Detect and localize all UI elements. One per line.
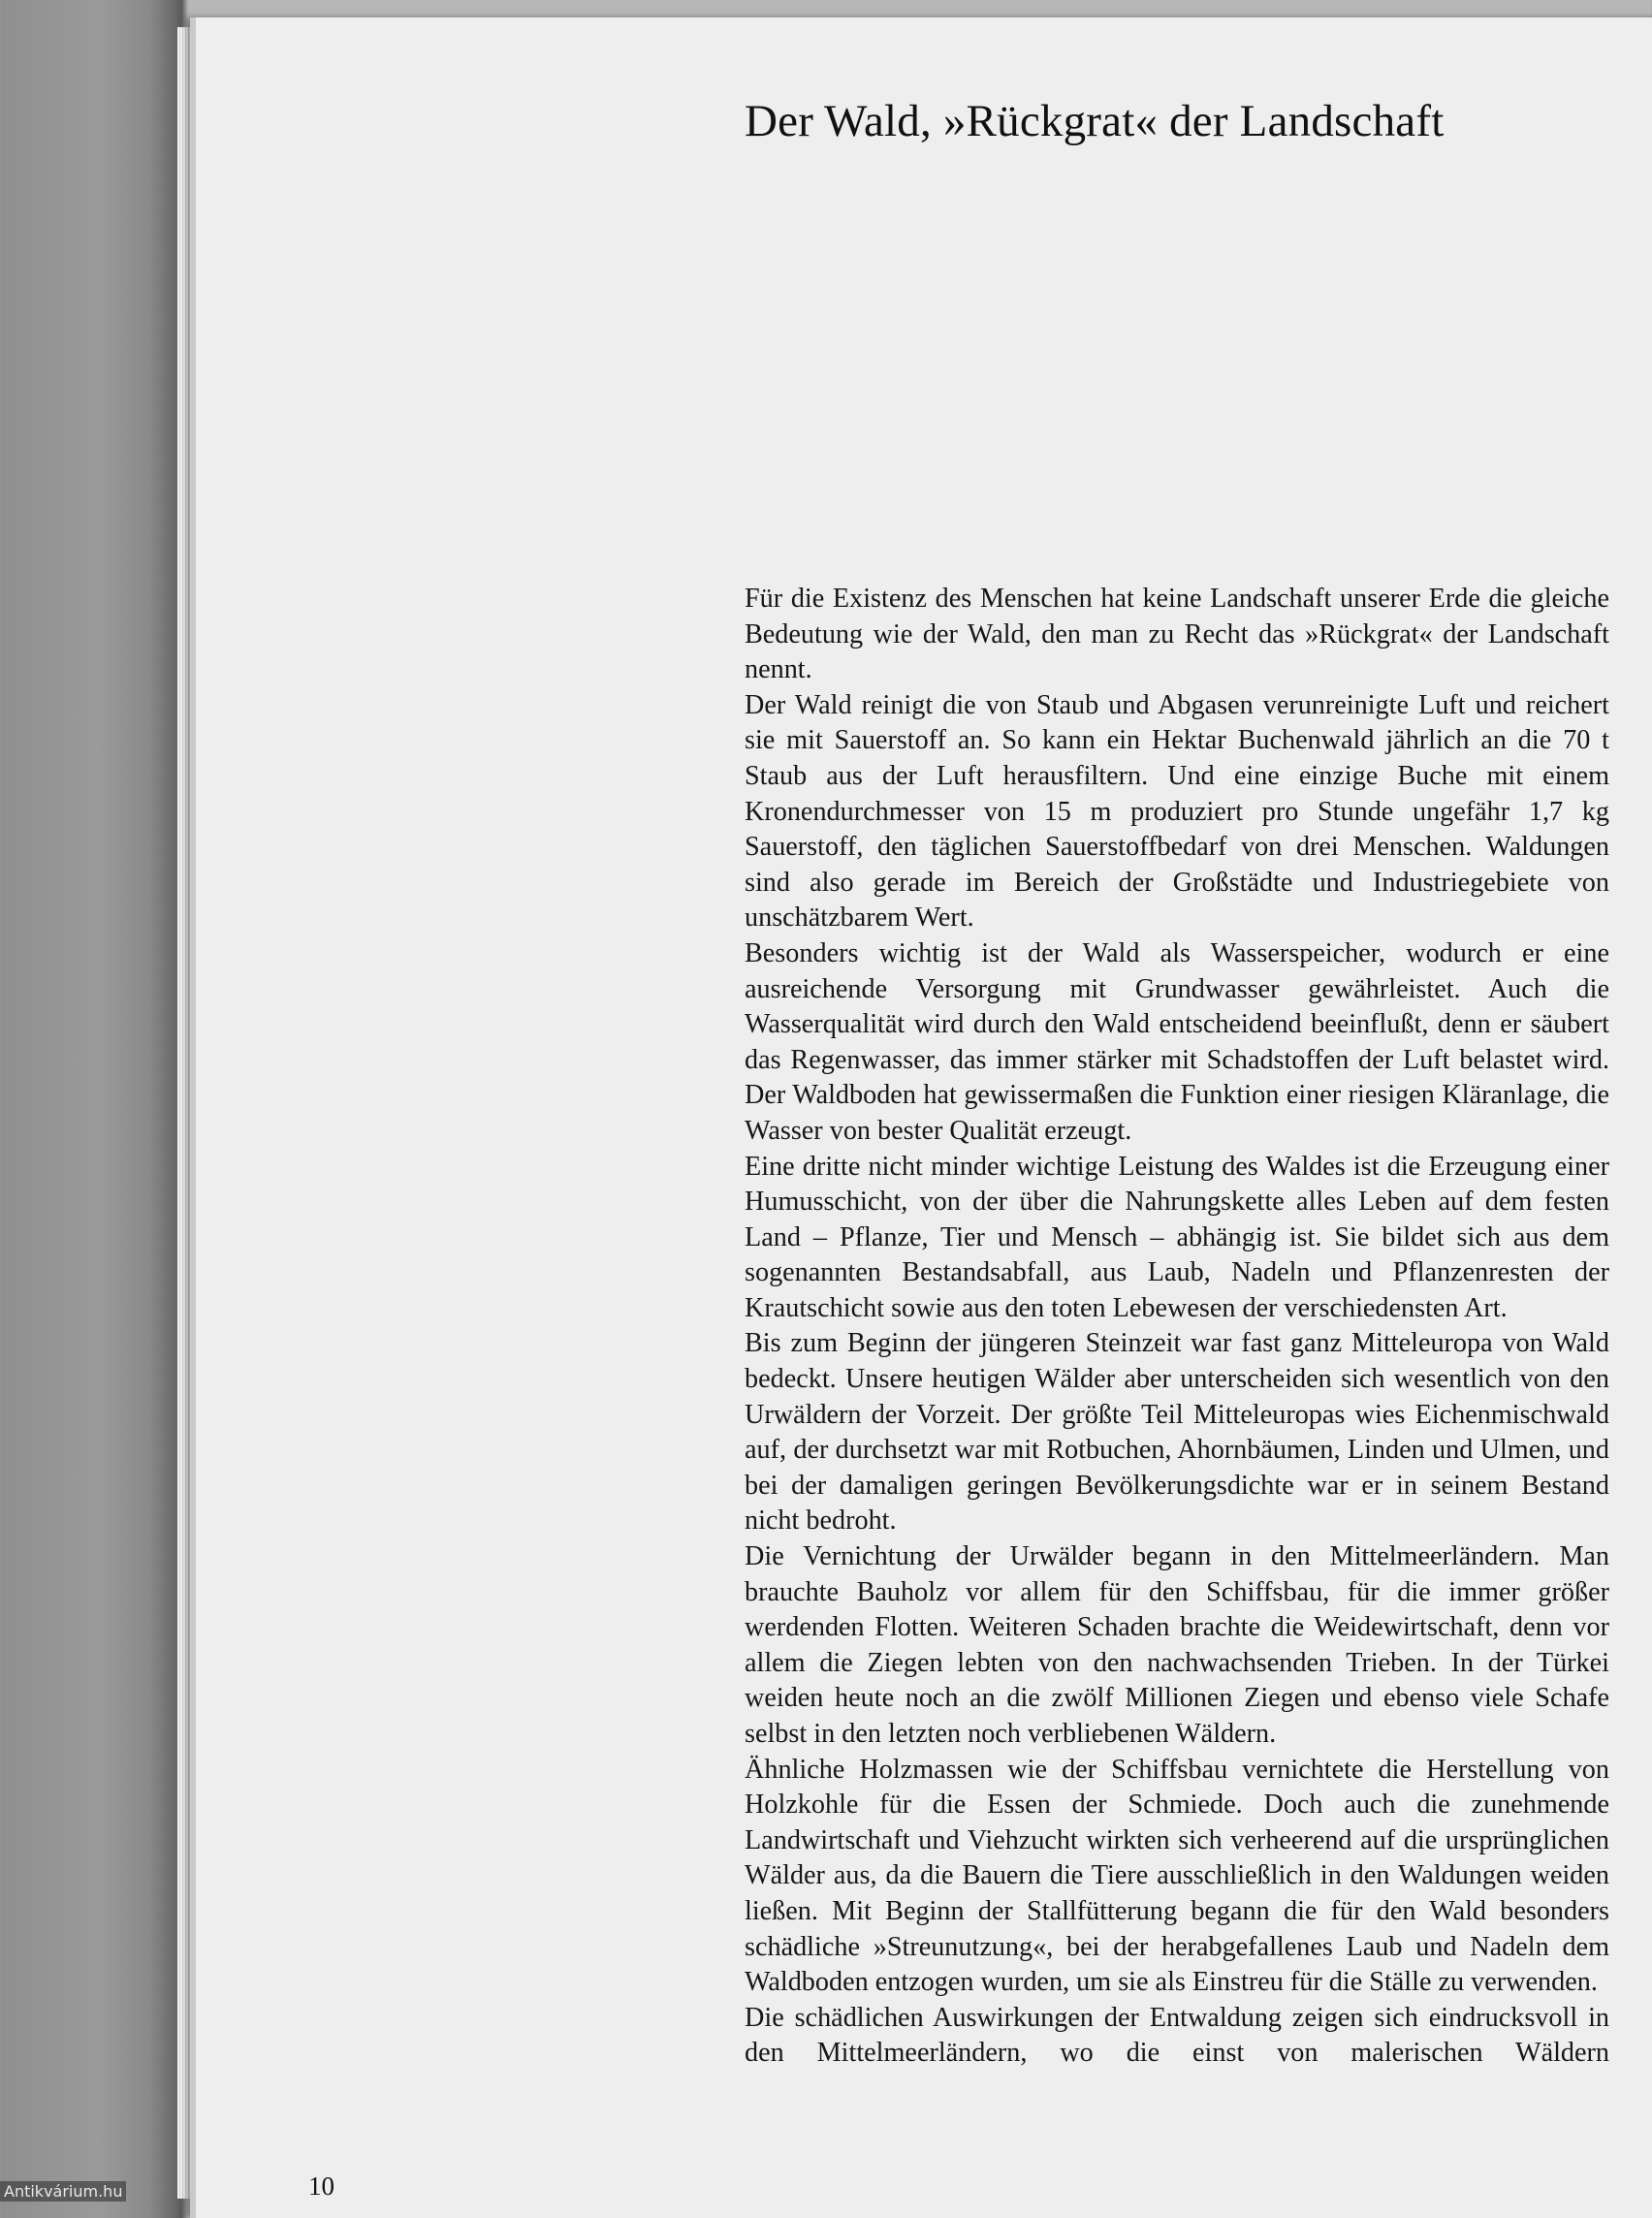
paragraph: Für die Existenz des Menschen hat keine Landschaft unserer Erde die gleiche Bedeutung wie der Wald, den man zu Recht das »Rückgrat« der Landschaft nennt. (745, 584, 1609, 685)
watermark: Antikvárium.hu (0, 2181, 126, 2202)
paragraph: Bis zum Beginn der jüngeren Steinzeit war fast ganz Mitteleuropa von Wald bedeckt. Unsere heutigen Wälder aber unterscheiden sich wesentlich von den Urwäldern der Vorzeit. Der größte Teil Mitteleuropas wies Eichenmischwald auf, der durchsetzt war mit Rotbuchen, Ahornbäumen, Linden und Ulmen, und bei der damaligen geringen Bevölkerungsdichte war er in seinem Bestand nicht bedroht. (745, 1328, 1609, 1537)
page-title: Der Wald, »Rückgrat« der Landschaft (745, 96, 1445, 146)
paragraph: Die schädlichen Auswirkungen der Entwaldung zeigen sich eindrucksvoll in den Mittelmeerländern, wo die einst von malerischen Wäldern (745, 2002, 1609, 2069)
paragraph: Eine dritte nicht minder wichtige Leistung des Waldes ist die Erzeugung einer Humusschicht, von der über die Nahrungskette alles Leben auf dem festen Land – Pflanze, Tier und Mensch – abhängig ist. Sie bildet sich aus dem sogenannten Bestandsabfall, aus Laub, Nadeln und Pflanzenresten der Krautschicht sowie aus den toten Lebewesen der verschiedensten Art. (745, 1151, 1609, 1323)
paragraph: Besonders wichtig ist der Wald als Wasserspeicher, wodurch er eine ausreichende Versorgung mit Grundwasser gewährleistet. Auch die Wasserqualität wird durch den Wald entscheidend beeinflußt, denn er säubert das Regenwasser, das immer stärker mit Schadstoffen der Luft belastet wird. Der Waldboden hat gewissermaßen die Funktion einer riesigen Kläranlage, die Wasser von bester Qualität erzeugt. (745, 937, 1609, 1146)
page-edge (177, 27, 191, 2199)
page-number: 10 (308, 2171, 334, 2201)
paragraph: Ähnliche Holzmassen wie der Schiffsbau vernichtete die Herstellung von Holzkohle für die Essen der Schmiede. Doch auch die zunehmende Landwirtschaft und Viehzucht wirkten sich verheerend auf die ursprünglichen Wälder aus, da die Bauern die Tiere ausschließlich in den Waldungen weiden ließen. Mit Beginn der Stallfütterung begann die für den Wald besonders schädliche »Streunutzung«, bei der herabgefallenes Laub und Nadeln dem Waldboden entzogen wurden, um sie als Einstreu für die Ställe zu verwenden. (745, 1754, 1609, 1998)
paragraph: Der Wald reinigt die von Staub und Abgasen verunreinigte Luft und reichert sie mit Sauerstoff an. So kann ein Hektar Buchenwald jährlich an die 70 t Staub aus der Luft herausfiltern. Und eine einzige Buche mit einem Kronendurchmesser von 15 m produziert pro Stunde ungefähr 1,7 kg Sauerstoff, den täglichen Sauerstoffbedarf von drei Menschen. Waldungen sind also gerade im Bereich der Großstädte und Industriegebiete von unschätzbarem Wert. (745, 689, 1609, 934)
paragraph: Die Vernichtung der Urwälder begann in den Mittelmeerländern. Man brauchte Bauholz vor allem für den Schiffsbau, für die immer größer werdenden Flotten. Weiteren Schaden brachte die Weidewirtschaft, denn vor allem die Ziegen lebten von den nachwachsenden Trieben. In der Türkei weiden heute noch an die zwölf Millionen Ziegen und ebenso viele Schafe selbst in den letzten noch verbliebenen Wäldern. (745, 1541, 1609, 1749)
body-text (745, 582, 1609, 2072)
